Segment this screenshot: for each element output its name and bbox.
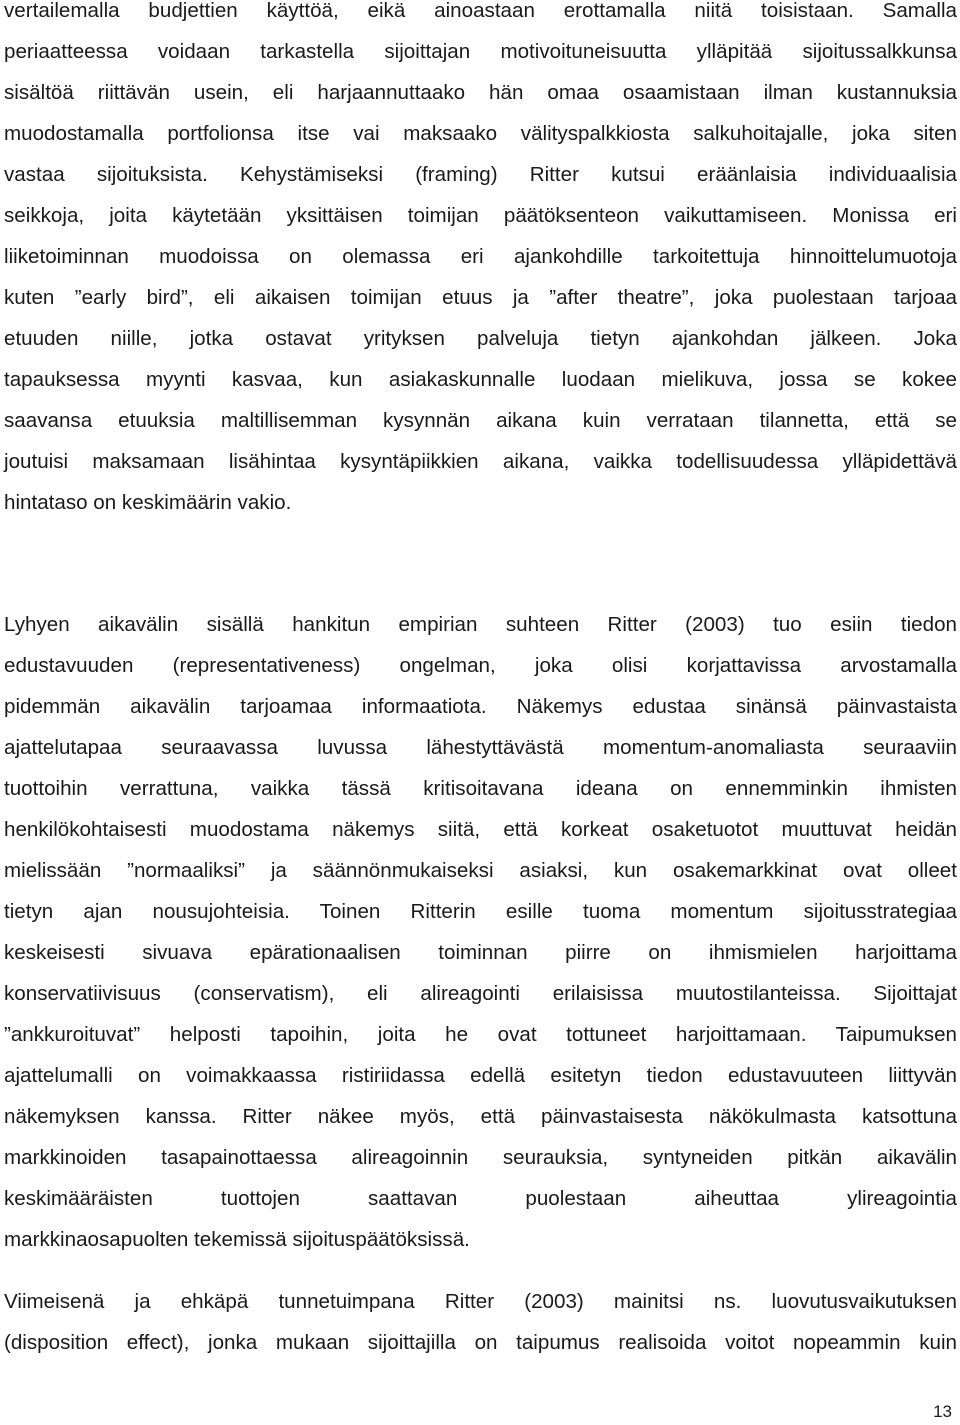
text-line: kuten ”early bird”, eli aikaisen toimijan etuus ja ”after theatre”, joka puolestaan tarjoaa: [4, 286, 957, 309]
text-line: periaatteessa voidaan tarkastella sijoittajan motivoituneisuutta ylläpitää sijoitussalkkunsa: [4, 40, 957, 63]
text-line: tuottoihin verrattuna, vaikka tässä kritisoitavana ideana on ennemminkin ihmisten: [4, 777, 957, 800]
text-line: pidemmän aikavälin tarjoamaa informaatiota. Näkemys edustaa sinänsä päinvastaista: [4, 695, 957, 718]
text-line: ajattelumalli on voimakkaassa ristiriidassa edellä esitetyn tiedon edustavuuteen liittyvän: [4, 1064, 957, 1087]
text-line: vertailemalla budjettien käyttöä, eikä ainoastaan erottamalla niitä toisistaan. Samalla: [4, 0, 957, 22]
text-line: mielissään ”normaaliksi” ja säännönmukaiseksi asiaksi, kun osakemarkkinat ovat olleet: [4, 859, 957, 882]
paragraph-1: [4, 0, 957, 523]
text-line: etuuden niille, jotka ostavat yrityksen palveluja tietyn ajankohdan jälkeen. Joka: [4, 327, 957, 350]
text-line: ”ankkuroituvat” helposti tapoihin, joita he ovat tottuneet harjoittamaan. Taipumuksen: [4, 1023, 957, 1046]
text-line: (disposition effect), jonka mukaan sijoittajilla on taipumus realisoida voitot nopeammin kuin: [4, 1331, 957, 1354]
text-line: edustavuuden (representativeness) ongelman, joka olisi korjattavissa arvostamalla: [4, 654, 957, 677]
text-line: tapauksessa myynti kasvaa, kun asiakaskunnalle luodaan mielikuva, jossa se kokee: [4, 368, 957, 391]
paragraph-3: [4, 1281, 957, 1363]
text-line: saavansa etuuksia maltillisemman kysynnän aikana kuin verrataan tilannetta, että se: [4, 409, 957, 432]
text-line: ajattelutapaa seuraavassa luvussa lähestyttävästä momentum-anomaliasta seuraaviin: [4, 736, 957, 759]
text-line: hintataso on keskimäärin vakio.: [4, 491, 292, 514]
text-line: muodostamalla portfolionsa itse vai maksaako välityspalkkiosta salkuhoitajalle, joka siten: [4, 122, 957, 145]
paragraph-2: [4, 604, 957, 1260]
text-line: konservatiivisuus (conservatism), eli alireagointi erilaisissa muutostilanteissa. Sijoittajat: [4, 982, 957, 1005]
page-number: 13: [933, 1402, 952, 1421]
text-line: Viimeisenä ja ehkäpä tunnetuimpana Ritter (2003) mainitsi ns. luovutusvaikutuksen: [4, 1290, 957, 1313]
text-line: Lyhyen aikavälin sisällä hankitun empirian suhteen Ritter (2003) tuo esiin tiedon: [4, 613, 957, 636]
text-line: markkinaosapuolten tekemissä sijoituspäätöksissä.: [4, 1228, 470, 1251]
text-line: vastaa sijoituksista. Kehystämiseksi (framing) Ritter kutsui eräänlaisia individuaalisia: [4, 163, 957, 186]
text-line: keskeisesti sivuava epärationaalisen toiminnan piirre on ihmismielen harjoittama: [4, 941, 957, 964]
text-line: joutuisi maksamaan lisähintaa kysyntäpiikkien aikana, vaikka todellisuudessa ylläpidettävä: [4, 450, 957, 473]
text-line: sisältöä riittävän usein, eli harjaannuttaako hän omaa osaamistaan ilman kustannuksia: [4, 81, 957, 104]
text-line: näkemyksen kanssa. Ritter näkee myös, että päinvastaisesta näkökulmasta katsottuna: [4, 1105, 957, 1128]
text-line: henkilökohtaisesti muodostama näkemys siitä, että korkeat osaketuotot muuttuvat heidän: [4, 818, 957, 841]
text-line: keskimääräisten tuottojen saattavan puolestaan aiheuttaa ylireagointia: [4, 1187, 957, 1210]
text-line: seikkoja, joita käytetään yksittäisen toimijan päätöksenteon vaikuttamiseen. Monissa eri: [4, 204, 957, 227]
text-line: markkinoiden tasapainottaessa alireagoinnin seurauksia, syntyneiden pitkän aikavälin: [4, 1146, 957, 1169]
text-line: tietyn ajan nousujohteisia. Toinen Ritterin esille tuoma momentum sijoitusstrategiaa: [4, 900, 957, 923]
text-line: liiketoiminnan muodoissa on olemassa eri ajankohdille tarkoitettuja hinnoittelumuotoja: [4, 245, 957, 268]
